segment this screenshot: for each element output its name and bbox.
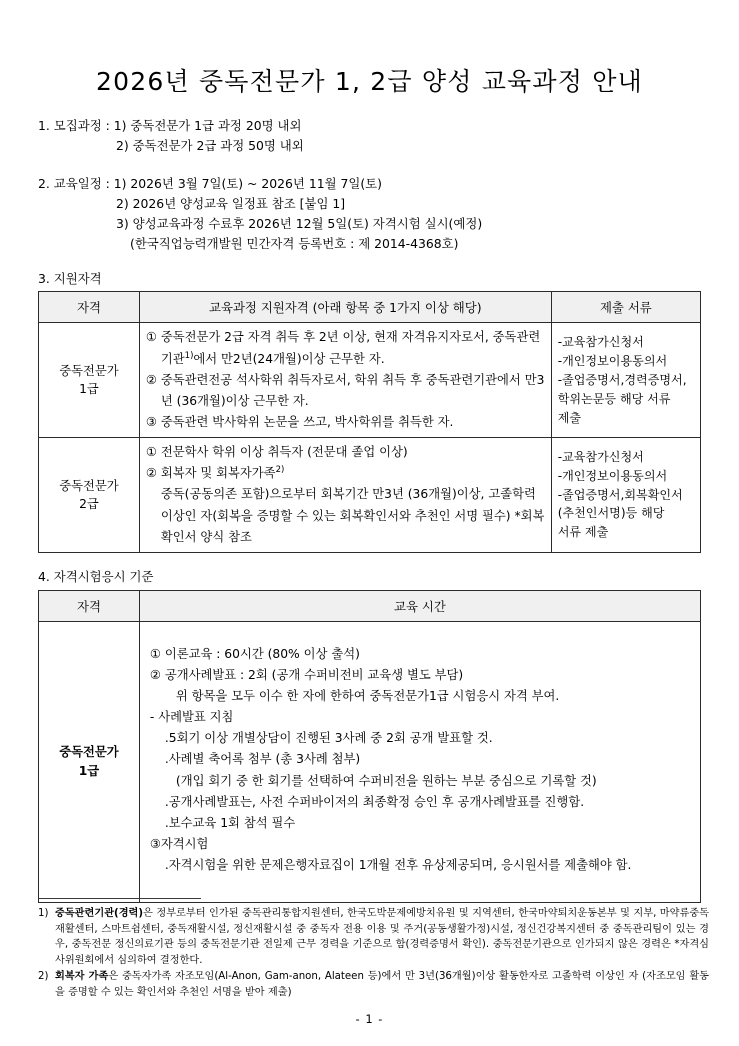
section-2-heading: 교육일정 : [53, 176, 110, 192]
qualification-item-1: ① 중독전문가 2급 자격 취득 후 2년 이상, 현재 자격유지자로서, 중독관련기관$^{1)}$에서 만2년(24개월)이상 근무한 자. [145, 330, 541, 366]
page-title: 2026년 중독전문가 1, 2급 양성 교육과정 안내 [96, 67, 643, 96]
criteria-line-8: .공개사례발표는, 사전 수퍼바이저의 최종확정 승인 후 공개사례발표를 진행함. [164, 794, 585, 809]
exam-criteria-table [38, 590, 701, 904]
criteria-line-9: .보수교육 1회 참석 필수 [164, 815, 296, 830]
grade-line-1: 중독전문가 [59, 363, 119, 378]
exam-criteria-cell [139, 621, 700, 903]
document-line: (추천인서명)등 해당 [557, 506, 665, 521]
criteria-line-2: ② 공개사례발표 : 2회 (공개 수퍼비전비 교육생 별도 부담) [149, 667, 464, 682]
qualification-cell-level2 [139, 438, 551, 553]
section-1-line-1 [38, 116, 701, 136]
document-line: -개인정보이용동의서 [557, 353, 668, 368]
section-2-line-1 [38, 174, 701, 194]
page-number: - 1 - [355, 1012, 384, 1026]
qualification-item-3: ③ 중독관련 박사학위 논문을 쓰고, 박사학위를 취득한 자. [145, 414, 454, 429]
qualification-cell-level1 [139, 323, 551, 438]
document-line: -교육참가신청서 [557, 449, 644, 464]
footnote-2-lead: 회복자 가족 [55, 971, 109, 982]
criteria-line-1: ① 이론교육 : 60시간 (80% 이상 출석) [149, 646, 360, 661]
table-header-row [39, 590, 701, 621]
document-line: 학위논문등 해당 서류 [557, 391, 671, 406]
qualification-item-2-detail: 중독(공동의존 포함)으로부터 회복기간 만3년 (36개월)이상, 고졸학력 이상인 자(회복을 증명할 수 있는 회복확인서와 추천인 서명 필수) *회복확인서 양식 참조 [160, 487, 545, 544]
col-header-grade: 자격 [39, 590, 140, 621]
section-1-heading: 모집과정 : [53, 118, 110, 133]
footnote-marker-1: 1) [184, 350, 194, 361]
grade-line-1: 중독전문가 [59, 478, 119, 493]
grade-line-2: 2급 [79, 496, 99, 511]
exam-criteria-table-wrap [38, 590, 701, 904]
footnote-1-number: 1) [38, 908, 49, 919]
footnote-2-text: 은 중독자가족 자조모임(Al-Anon, Gam-anon, Alateen 등)에서 만 3년(36개월)이상 활동한자로 고졸학력 이상인 자 (자조모임 활동을 증명할 수 있는 확인서와 추천인 서명을 받아 제출) [55, 971, 709, 998]
section-3-label: 3. 지원자격 [38, 270, 102, 286]
grade-line-2: 1급 [79, 382, 99, 397]
criteria-line-11: .자격시험을 위한 문제은행자료집이 1개월 전후 유상제공되며, 응시원서를 제출해야 함. [164, 858, 632, 873]
criteria-line-6: .사례별 축어록 첨부 (총 3사례 첨부) [164, 752, 361, 767]
footnote-1-lead: 중독관련기관(경력) [55, 908, 144, 919]
grade-cell-level1 [39, 323, 140, 438]
col-header-grade: 자격 [39, 292, 140, 323]
document-line: -개인정보이용동의서 [557, 468, 668, 483]
footnote-divider [38, 898, 201, 899]
criteria-line-3: 위 항목을 모두 이수 한 자에 한하여 중독전문가1급 시험응시 자격 부여. [175, 688, 560, 703]
grade-cell-level1 [39, 621, 140, 903]
eligibility-table [38, 291, 701, 552]
grade-cell-level2 [39, 438, 140, 553]
footnote-1 [38, 906, 709, 968]
section-2-item-1: 1) 2026년 3월 7일(토) ~ 2026년 11월 7일(토) [113, 176, 382, 192]
section-2-number: 2. [38, 176, 50, 192]
footnotes-block [38, 898, 709, 1001]
documents-cell-level2 [551, 438, 700, 553]
criteria-line-4: - 사례발표 지침 [149, 710, 234, 725]
section-2-item-3: 3) 양성교육과정 수료후 2026년 12월 5일(토) 자격시험 실시(예정) [116, 216, 483, 232]
eligibility-table-wrap [38, 291, 701, 552]
document-line: -졸업증명서,경력증명서, [557, 372, 687, 387]
criteria-line-10: ③자격시험 [149, 836, 209, 851]
col-header-qualification: 교육과정 지원자격 (아래 항목 중 1가지 이상 해당) [139, 292, 551, 323]
qualification-item-2: ② 회복자 및 회복자가족$^{2)}$ [145, 465, 285, 481]
criteria-line-7: (개입 회기 중 한 회기를 선택하여 수퍼비전을 원하는 부분 중심으로 기록할 것) [175, 773, 597, 788]
document-line: 제출 [557, 410, 582, 425]
section-1-recruitment [38, 116, 701, 156]
document-line: -교육참가신청서 [557, 335, 644, 350]
criteria-line-5: .5회기 이상 개별상담이 진행된 3사례 중 2회 공개 발표할 것. [164, 731, 493, 746]
documents-cell-level1 [551, 323, 700, 438]
footnote-2 [38, 969, 709, 1000]
footnote-1-text: 은 정부로부터 인가된 중독관리통합지원센터, 한국도박문제예방치유원 및 지역센터, 한국마약퇴치운동본부 및 지부, 마약류중독재활센터, 스마트쉼센터, 중독재활시설, 정신재활시설 중 중독자 전용 이용 및 주거(공동생활가정)시설, 정신건강복지센터 중 중독관리팀이 있는 경우, 중독전문 정신의료기관 등의 중독전문기관 전일제 근무 경력을 기준으로 함(경력증명서 확인). 중독전문기관으로 인가되지 않은 경력은 *자격심사위원회에서 심의하여 결정한다. [55, 908, 709, 966]
grade-line-2: 1급 [78, 763, 100, 778]
table-header-row [39, 292, 701, 323]
section-2-item-4: (한국직업능력개발원 민간자격 등록번호 : 제 2014-4368호) [130, 236, 459, 252]
section-1-item-2: 2) 중독전문가 2급 과정 50명 내외 [116, 138, 304, 154]
section-4-label: 4. 자격시험응시 기준 [38, 568, 154, 584]
table-row [39, 323, 701, 438]
qualification-item-1: ① 전문학사 학위 이상 취득자 (전문대 졸업 이상) [145, 445, 408, 460]
document-line: 서류 제출 [557, 525, 609, 540]
table-row [39, 438, 701, 553]
table-row [39, 621, 701, 903]
section-1-number: 1. [38, 118, 50, 133]
col-header-documents: 제출 서류 [551, 292, 700, 323]
qualification-item-2: ② 중독관련전공 석사학위 취득자로서, 학위 취득 후 중독관련기관에서 만3년 (36개월)이상 근무한 자. [145, 372, 545, 408]
grade-line-1: 중독전문가 [59, 745, 119, 760]
col-header-hours: 교육 시간 [139, 590, 700, 621]
document-line: -졸업증명서,회복확인서 [557, 487, 683, 502]
section-1-item-1: 1) 중독전문가 1급 과정 20명 내외 [113, 118, 302, 133]
footnote-marker-2: 2) [275, 465, 285, 476]
footnote-2-number: 2) [38, 971, 49, 982]
section-2-item-2: 2) 2026년 양성교육 일정표 참조 [붙임 1] [116, 196, 346, 212]
section-2-schedule [38, 174, 701, 254]
